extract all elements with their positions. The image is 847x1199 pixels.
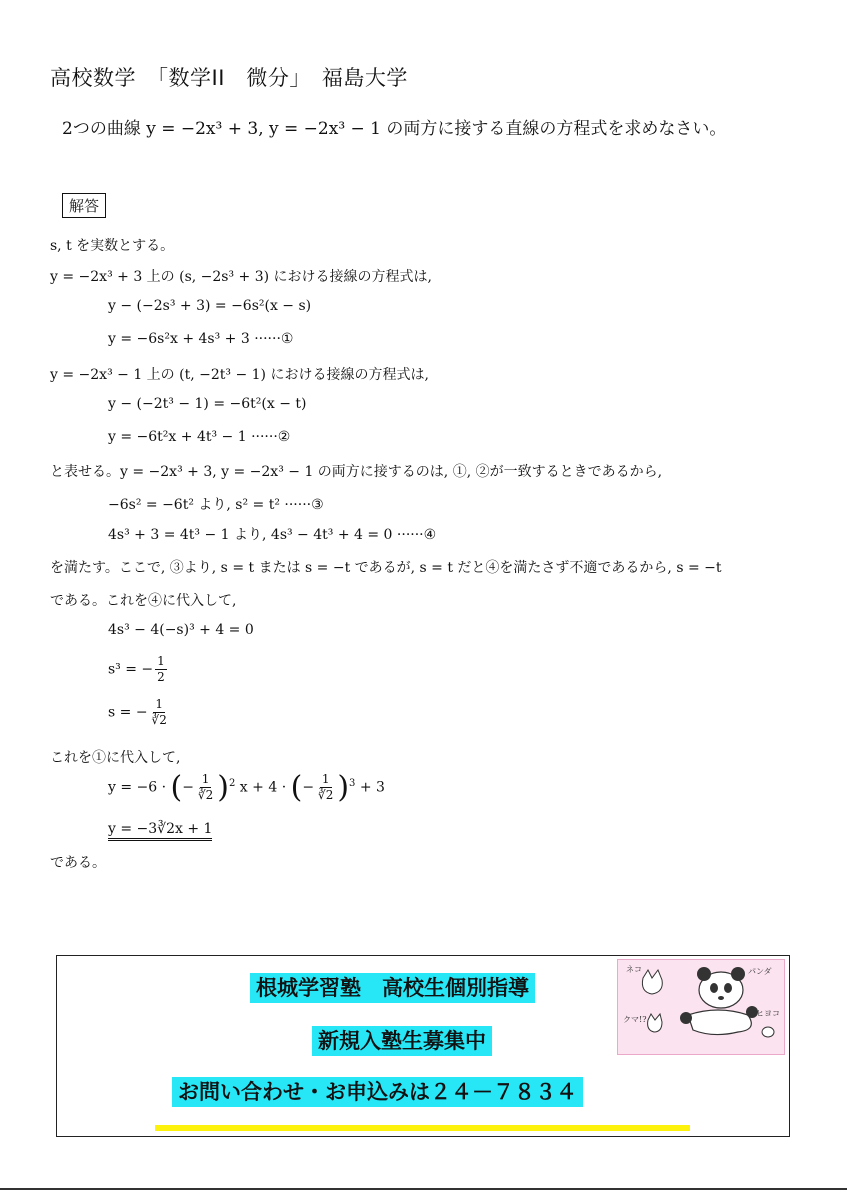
equation-line: y = −6 · (− $\frac{1}{∛2}$ )$^2$ x + 4 · (− $\frac{1}{∛2}$ )$^3$ + 3	[108, 770, 385, 805]
final-answer: y = −3∛2x + 1	[108, 821, 212, 837]
fraction: $\frac{1}{∛2}$	[318, 772, 334, 802]
svg-text:クマ!?: クマ!?	[623, 1015, 647, 1024]
equation-line: s = − $\frac{1}{∛2}$	[108, 697, 167, 727]
answer-label: 解答	[62, 193, 106, 218]
animal-drawing	[618, 960, 784, 1054]
svg-text:ネコ: ネコ	[626, 965, 642, 974]
page-title: 高校数学 「数学II 微分」 福島大学	[50, 66, 408, 90]
answer-line: s, t を実数とする。	[50, 238, 175, 254]
equation-line: −6s² = −6t² より, s² = t² ······③	[108, 497, 324, 513]
answer-line: を満たす。ここで, ③より, s = t または s = −t であるが, s = t だと④を満たさず不適であるから, s = −t	[50, 560, 722, 576]
fraction: $\frac{1}{∛2}$	[151, 697, 167, 727]
animal-illustration	[617, 959, 785, 1055]
fraction: $\frac{1}{∛2}$	[197, 772, 214, 802]
answer-line: と表せる。y = −2x³ + 3, y = −2x³ − 1 の両方に接するのは, ①, ②が一致するときであるから,	[50, 464, 663, 480]
equation-line: s³ = − $\frac{1}{2}$	[108, 654, 165, 684]
page-bottom-border	[0, 1188, 847, 1190]
equation-line: 4s³ − 4(−s)³ + 4 = 0	[108, 622, 254, 638]
equation-line: y = −6s²x + 4s³ + 3 ······①	[108, 331, 294, 347]
ad-line-2: 新規入塾生募集中	[312, 1025, 492, 1055]
svg-text:ヒヨコ: ヒヨコ	[756, 1009, 780, 1018]
answer-line: y = −2x³ + 3 上の (s, −2s³ + 3) における接線の方程式は,	[50, 269, 433, 285]
equation-line: 4s³ + 3 = 4t³ − 1 より, 4s³ − 4t³ + 4 = 0 ······④	[108, 527, 437, 543]
answer-line: である。	[50, 855, 106, 871]
problem-statement: 2つの曲線 y = −2x³ + 3, y = −2x³ − 1 の両方に接する直線の方程式を求めなさい。	[62, 119, 727, 139]
ad-line-1: 根城学習塾 高校生個別指導	[250, 972, 535, 1002]
fraction: $\frac{1}{2}$	[157, 654, 165, 684]
svg-text:パンダ: パンダ	[748, 967, 772, 976]
answer-line: である。これを④に代入して,	[50, 593, 237, 609]
answer-line: y = −2x³ − 1 上の (t, −2t³ − 1) における接線の方程式は,	[50, 367, 429, 383]
highlight-underline	[155, 1125, 690, 1131]
answer-line: これを①に代入して,	[50, 750, 181, 766]
equation-line: y = −6t²x + 4t³ − 1 ······②	[108, 429, 291, 445]
equation-line: y − (−2t³ − 1) = −6t²(x − t)	[108, 396, 307, 412]
ad-line-3: お問い合わせ・お申込みは２４－７８３４	[172, 1076, 583, 1106]
equation-line: y − (−2s³ + 3) = −6s²(x − s)	[108, 298, 312, 314]
